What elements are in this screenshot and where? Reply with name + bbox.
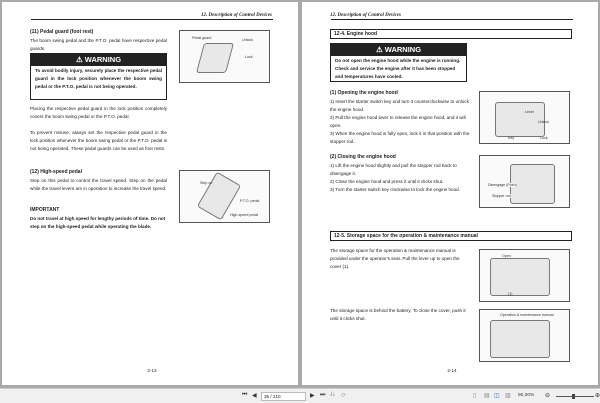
page-number: 2-14 — [447, 368, 457, 373]
warning-box — [30, 53, 167, 100]
pdf-page-left — [2, 2, 298, 385]
zoom-level[interactable]: 90,30% — [518, 393, 535, 398]
section-title: (1) Opening the engine hood — [330, 90, 398, 96]
figure-high-speed-pedal: Step on P.T.O. pedal High-speed pedal — [179, 170, 270, 223]
zoom-out-icon[interactable]: ⊖ — [545, 393, 551, 399]
page-number: 2-13 — [147, 368, 157, 373]
important-title: IMPORTANT — [30, 207, 60, 213]
paragraph: Placing the respective pedal guard in the lock position completely covers the boom swing pedal or the P.T.O. pedal. — [30, 106, 167, 119]
zoom-slider[interactable] — [556, 396, 594, 397]
figure-storage-manual: Operation & maintenance manual — [479, 309, 570, 362]
two-page-view-icon[interactable]: ◫ — [494, 393, 500, 399]
step-list: 1) Insert the starter switch key and turn it counterclockwise to unlock the engine hood. 2) Pull the engine hood lever to release the engine hood, and it will open. 3) When the engine hood is fully open, lock it in that position with the stopper rod. — [330, 99, 470, 144]
warning-box — [330, 43, 467, 82]
single-page-view-icon[interactable]: ▯ — [473, 393, 477, 399]
page-input[interactable]: 35 / 210 — [261, 392, 306, 401]
warning-icon: ⚠ — [375, 45, 385, 54]
two-page-continuous-icon[interactable]: ▥ — [505, 393, 511, 399]
warning-title: WARNING — [384, 45, 422, 54]
warning-text: To avoid bodily injury, securely place the respective pedal guard in the lock position whenever the boom swing pedal or the P.T.O. pedal is not being operated. — [35, 68, 162, 89]
last-page-icon[interactable]: ⏭ — [320, 392, 326, 398]
paragraph: Step on this pedal to control the travel speed. Step on the pedal while the travel levers are in operation to increase the travel speed. — [30, 178, 167, 191]
previous-page-icon[interactable]: ◀ — [252, 393, 257, 399]
paragraph: The storage space for the operation & maintenance manual is provided under the operator's seat. Pull the lever up to open the cover (1). — [330, 248, 460, 269]
warning-icon: ⚠ — [75, 55, 85, 64]
header-rule — [31, 19, 273, 20]
step-list: 1) Lift the engine hood slightly and pull the stopper rod back to disengage it. 2) Close the engine hood and press it until it clicks shut. 3) Turn the starter switch key clockwise to lock the engine hood. — [330, 163, 460, 192]
figure-engine-hood-open: Lever Unlock Key Lock — [479, 91, 570, 144]
paragraph: The storage space is behind the battery. To close the cover, push it until it clicks shut. — [330, 308, 466, 321]
paragraph: To prevent misuse, always set the respective pedal guard in the lock position whenever the boom swing pedal or the P.T.O. pedal is not being operated. These pedal guards can be used as foot rests. — [30, 130, 167, 151]
warning-text: Do not open the engine hood while the engine is running. Check and service the engine after it has been stopped and temperatures have cooled. — [335, 58, 461, 79]
zoom-slider-thumb[interactable] — [572, 394, 575, 399]
paragraph: The boom swing pedal and the P.T.O. pedal have respective pedal guards. — [30, 38, 167, 51]
section-title: (11) Pedal guard (foot rest) — [30, 29, 94, 35]
back-icon[interactable]: ⎌ — [330, 392, 335, 398]
forward-icon[interactable]: ⟳ — [341, 393, 347, 399]
figure-pedal-guard: Pedal guard Unlock Lock — [179, 30, 270, 83]
page-header: 12. Description of Control Devices — [330, 13, 401, 18]
zoom-in-icon[interactable]: ⊕ — [595, 393, 600, 399]
next-page-icon[interactable]: ▶ — [310, 393, 315, 399]
header-rule — [331, 19, 573, 20]
section-heading: 12-4. Engine hood — [330, 29, 572, 39]
figure-storage-open: Open (1) — [479, 249, 570, 302]
section-title: (2) Closing the engine hood — [330, 154, 396, 160]
warning-title: WARNING — [84, 55, 122, 64]
important-text: Do not travel at high speed for lengthy periods of time. Do not step on the high-speed pedal while operating the blade. — [30, 216, 166, 229]
section-heading: 12-5. Storage space for the operation & maintenance manual — [330, 231, 572, 241]
status-bar — [0, 388, 600, 403]
figure-engine-hood-close: Disengage (Push) Stopper rod — [479, 155, 570, 208]
pdf-page-right — [302, 2, 598, 385]
section-title: (12) High-speed pedal — [30, 169, 82, 175]
page-header: 12. Description of Control Devices — [201, 13, 272, 18]
first-page-icon[interactable]: ⏮ — [242, 392, 248, 398]
continuous-view-icon[interactable]: ▤ — [484, 393, 490, 399]
